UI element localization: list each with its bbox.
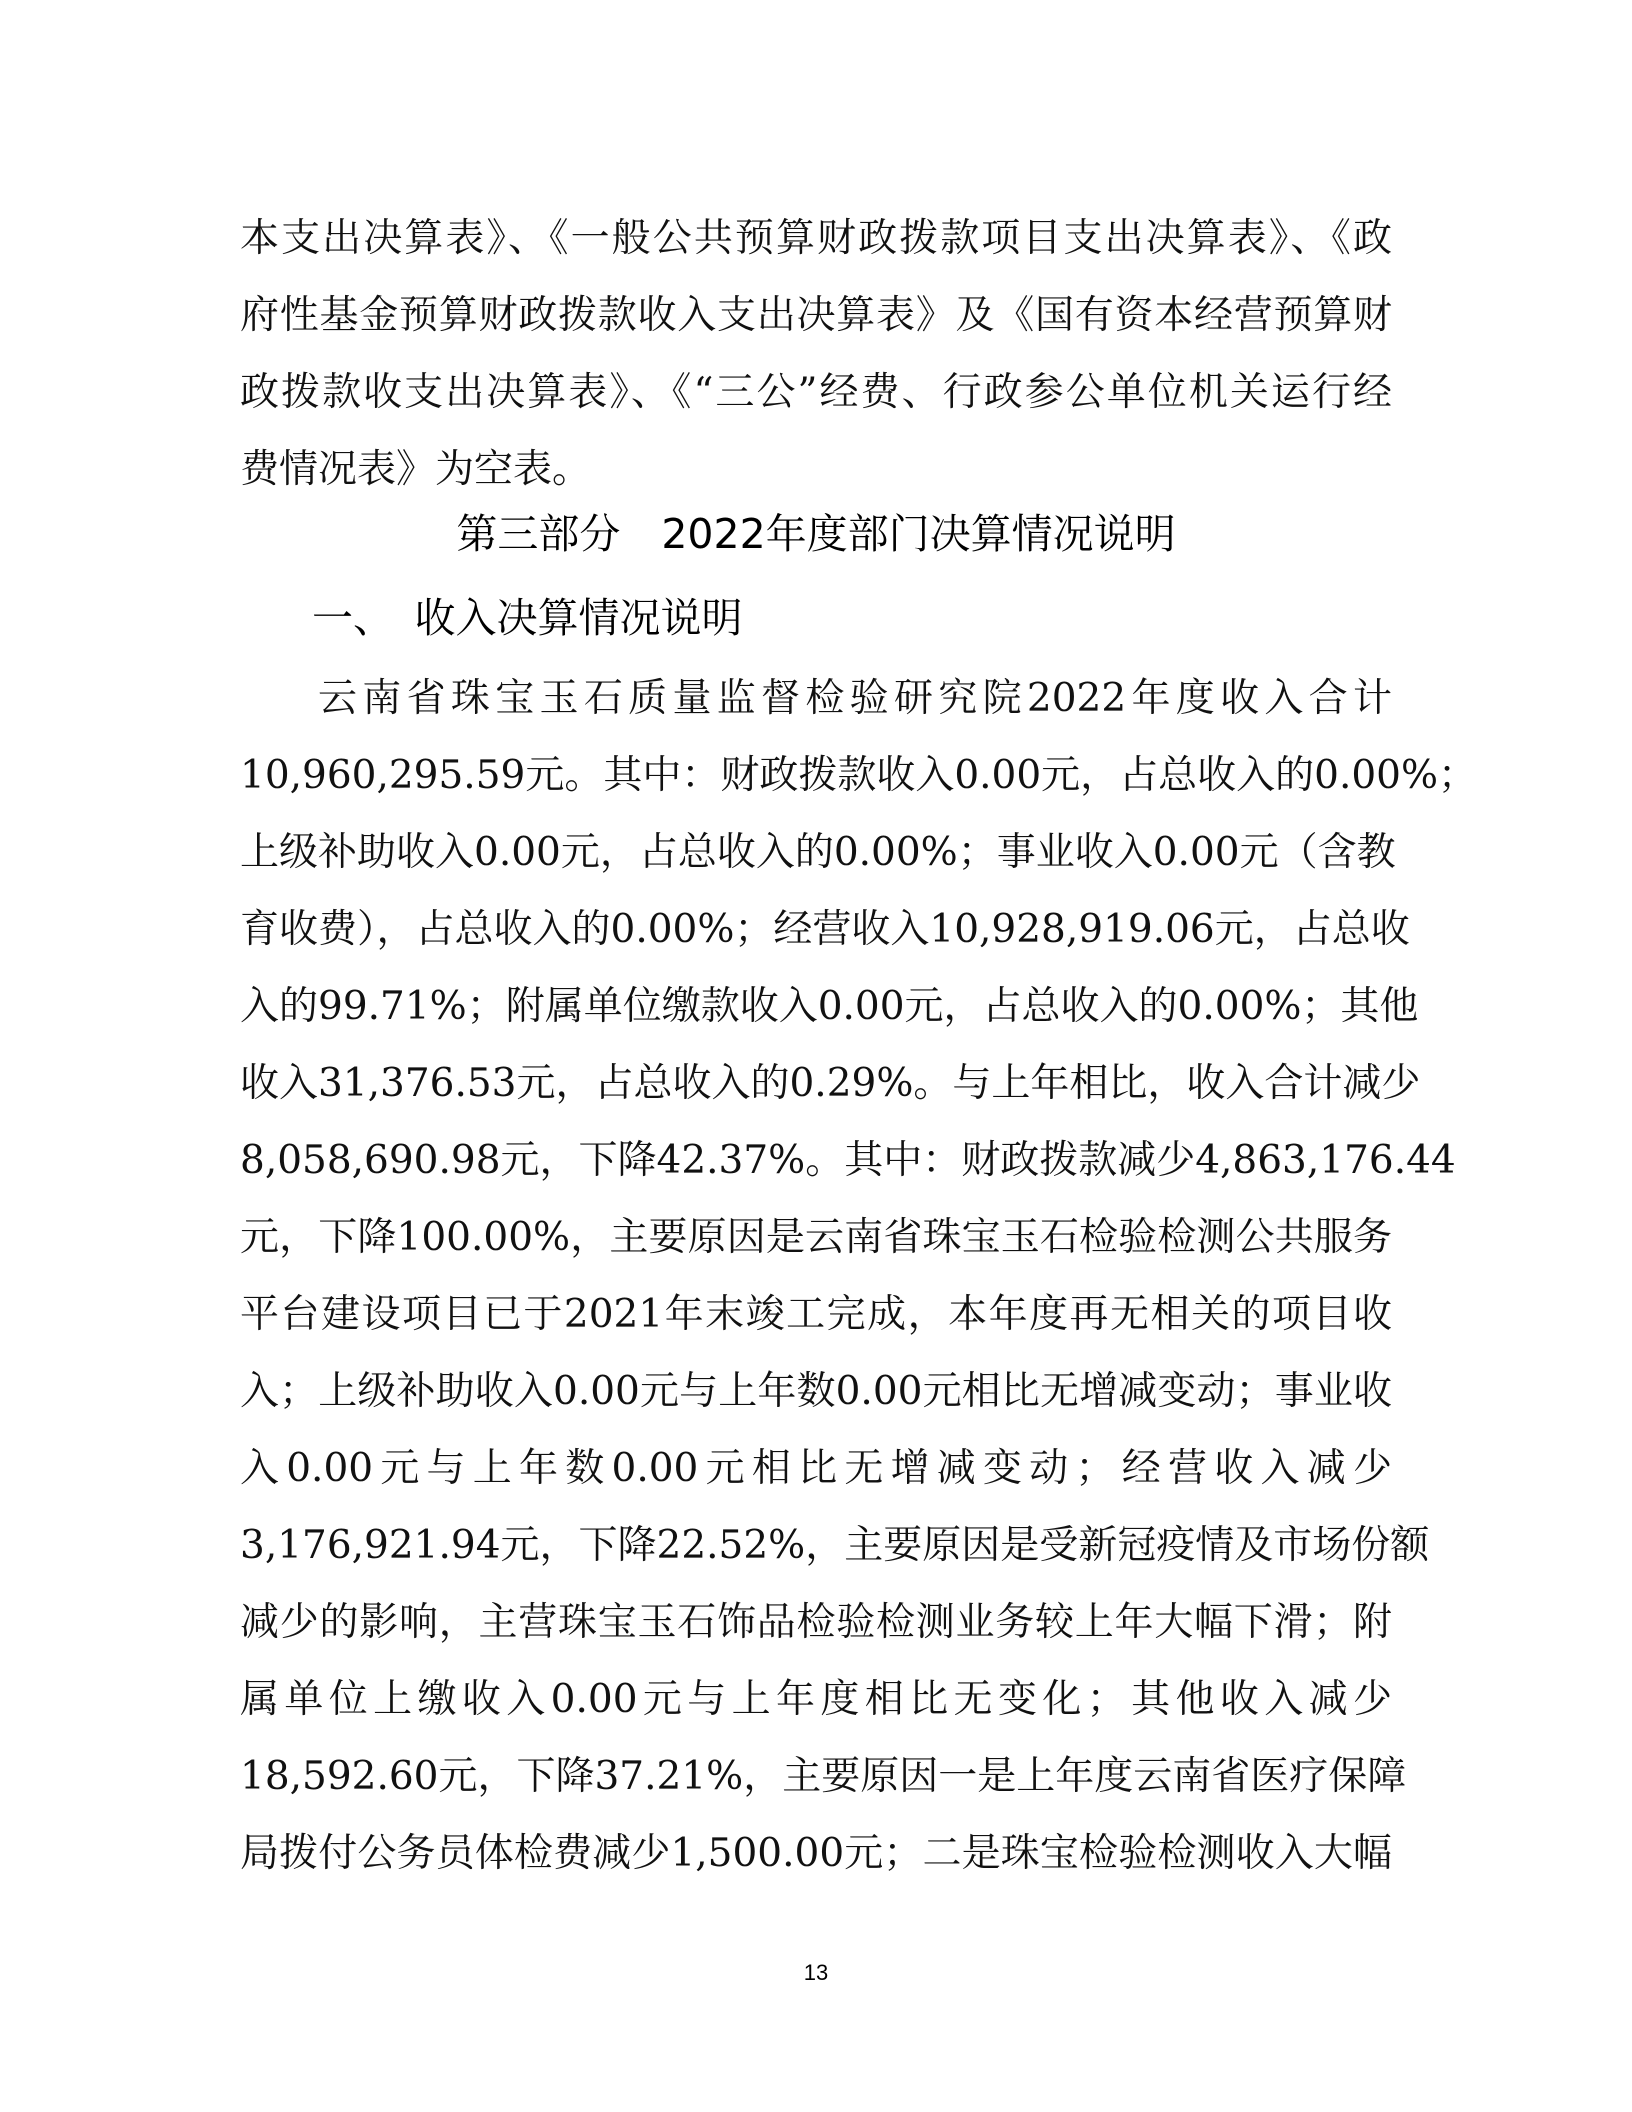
paragraph-line: 8,058,690.98元，下降42.37%。其中：财政拨款减少4,863,176.44 bbox=[240, 1138, 1456, 1183]
paragraph-line: 平台建设项目已于2021年末竣工完成，本年度再无相关的项目收 bbox=[240, 1292, 1392, 1337]
paragraph-line: 18,592.60元，下降37.21%，主要原因一是上年度云南省医疗保障 bbox=[240, 1754, 1407, 1799]
section-title: 第三部分 2022年度部门决算情况说明 bbox=[456, 510, 1176, 558]
paragraph-line: 本支出决算表》、《一般公共预算财政拨款项目支出决算表》、《政 bbox=[240, 216, 1392, 261]
paragraph-line: 属单位上缴收入0.00元与上年度相比无变化；其他收入减少 bbox=[240, 1677, 1392, 1722]
paragraph-line: 入的99.71%；附属单位缴款收入0.00元，占总收入的0.00%；其他 bbox=[240, 984, 1419, 1029]
page-number: 13 bbox=[803, 1960, 829, 1985]
paragraph-line: 元，下降100.00%，主要原因是云南省珠宝玉石检验检测公共服务 bbox=[240, 1215, 1392, 1260]
paragraph-line: 减少的影响，主营珠宝玉石饰品检验检测业务较上年大幅下滑；附 bbox=[240, 1600, 1392, 1645]
paragraph-line: 收入31,376.53元，占总收入的0.29%。与上年相比，收入合计减少 bbox=[240, 1061, 1421, 1106]
paragraph-line: 入0.00元与上年数0.00元相比无增减变动；经营收入减少 bbox=[240, 1446, 1392, 1491]
paragraph-line: 上级补助收入0.00元，占总收入的0.00%；事业收入0.00元（含教 bbox=[240, 830, 1396, 875]
paragraph-line: 费情况表》为空表。 bbox=[240, 447, 592, 492]
income-paragraph bbox=[240, 660, 1478, 1892]
paragraph-line: 云南省珠宝玉石质量监督检验研究院2022年度收入合计 bbox=[318, 676, 1392, 721]
paragraph-line: 政拨款收支出决算表》、《“三公”经费、行政参公单位机关运行经 bbox=[240, 370, 1392, 415]
paragraph-line: 3,176,921.94元，下降22.52%，主要原因是受新冠疫情及市场份额 bbox=[240, 1523, 1430, 1568]
paragraph-line: 入；上级补助收入0.00元与上年数0.00元相比无增减变动；事业收 bbox=[240, 1369, 1392, 1414]
paragraph-line: 局拨付公务员体检费减少1,500.00元；二是珠宝检验检测收入大幅 bbox=[240, 1831, 1392, 1876]
paragraph-line: 育收费），占总收入的0.00%；经营收入10,928,919.06元，占总收 bbox=[240, 907, 1410, 952]
subsection-title: 一、 收入决算情况说明 bbox=[312, 594, 743, 642]
paragraph-line: 10,960,295.59元。其中：财政拨款收入0.00元，占总收入的0.00%； bbox=[240, 753, 1478, 798]
intro-paragraph bbox=[240, 200, 1392, 508]
paragraph-line: 府性基金预算财政拨款收入支出决算表》及《国有资本经营预算财 bbox=[240, 293, 1392, 338]
